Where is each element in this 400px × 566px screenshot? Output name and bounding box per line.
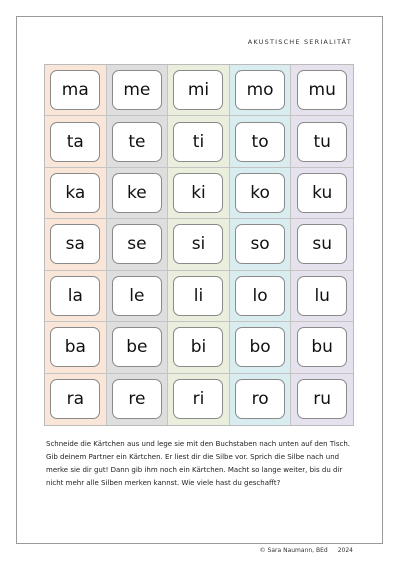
syllable-card: ri: [173, 379, 223, 419]
syllable-card: re: [112, 379, 162, 419]
footer-year: 2024: [337, 547, 353, 554]
card-cell: [230, 116, 292, 167]
syllable-card: le: [112, 276, 162, 316]
syllable-card: mo: [235, 70, 285, 110]
card-cell: [291, 65, 353, 116]
syllable-card: ki: [173, 173, 223, 213]
copyright-text: © Sara Naumann, BEd: [259, 547, 328, 554]
syllable-card: ti: [173, 122, 223, 162]
syllable-card: ma: [50, 70, 100, 110]
footer: [260, 547, 353, 554]
syllable-card: bu: [297, 327, 347, 367]
syllable-card: so: [235, 224, 285, 264]
card-cell: [45, 219, 107, 270]
card-cell: [291, 168, 353, 219]
card-cell: [291, 322, 353, 373]
card-cell: [45, 374, 107, 425]
syllable-card: ka: [50, 173, 100, 213]
instructions-text: Schneide die Kärtchen aus und lege sie mit den Buchstaben nach unten auf den Tisch. Gib deinem Partner ein Kärtchen. Er liest dir die Silbe vor. Sprich die Silbe nach und merke sie dir gut! Dann gib ihm noch ein Kärtchen. Macht so lange weiter, bis du dir nicht mehr alle Silben merken kannst. Wie viele hast du geschafft?: [46, 440, 351, 487]
syllable-card: sa: [50, 224, 100, 264]
syllable-card: lo: [235, 276, 285, 316]
card-cell: [107, 65, 169, 116]
syllable-card: mu: [297, 70, 347, 110]
card-cell: [291, 219, 353, 270]
syllable-card: bo: [235, 327, 285, 367]
card-cell: [107, 271, 169, 322]
syllable-card: ra: [50, 379, 100, 419]
card-cell: [168, 374, 230, 425]
card-cell: [107, 322, 169, 373]
syllable-card: si: [173, 224, 223, 264]
card-cell: [230, 219, 292, 270]
card-cell: [230, 374, 292, 425]
card-cell: [107, 374, 169, 425]
syllable-card: lu: [297, 276, 347, 316]
card-cell: [291, 116, 353, 167]
card-cell: [168, 116, 230, 167]
card-cell: [291, 374, 353, 425]
syllable-card: be: [112, 327, 162, 367]
card-cell: [291, 271, 353, 322]
card-cell: [230, 271, 292, 322]
syllable-card: li: [173, 276, 223, 316]
syllable-card: ko: [235, 173, 285, 213]
card-cell: [168, 168, 230, 219]
card-cell: [230, 322, 292, 373]
syllable-card: te: [112, 122, 162, 162]
card-cell: [168, 271, 230, 322]
syllable-card: ke: [112, 173, 162, 213]
syllable-card: su: [297, 224, 347, 264]
card-cell: [168, 65, 230, 116]
card-cell: [45, 65, 107, 116]
card-cell: [45, 168, 107, 219]
syllable-card-grid: [44, 64, 354, 426]
syllable-card: se: [112, 224, 162, 264]
syllable-card: ru: [297, 379, 347, 419]
syllable-card: ro: [235, 379, 285, 419]
card-cell: [230, 168, 292, 219]
card-cell: [107, 168, 169, 219]
worksheet-title: AKUSTISCHE SERIALITÄT: [247, 38, 352, 46]
card-cell: [45, 322, 107, 373]
card-cell: [230, 65, 292, 116]
card-cell: [45, 116, 107, 167]
syllable-card: bi: [173, 327, 223, 367]
syllable-card: to: [235, 122, 285, 162]
syllable-card: ku: [297, 173, 347, 213]
card-cell: [107, 116, 169, 167]
syllable-card: mi: [173, 70, 223, 110]
card-cell: [107, 219, 169, 270]
syllable-card: me: [112, 70, 162, 110]
syllable-card: tu: [297, 122, 347, 162]
card-cell: [45, 271, 107, 322]
syllable-card: ta: [50, 122, 100, 162]
card-cell: [168, 322, 230, 373]
syllable-card: ba: [50, 327, 100, 367]
syllable-card: la: [50, 276, 100, 316]
card-cell: [168, 219, 230, 270]
